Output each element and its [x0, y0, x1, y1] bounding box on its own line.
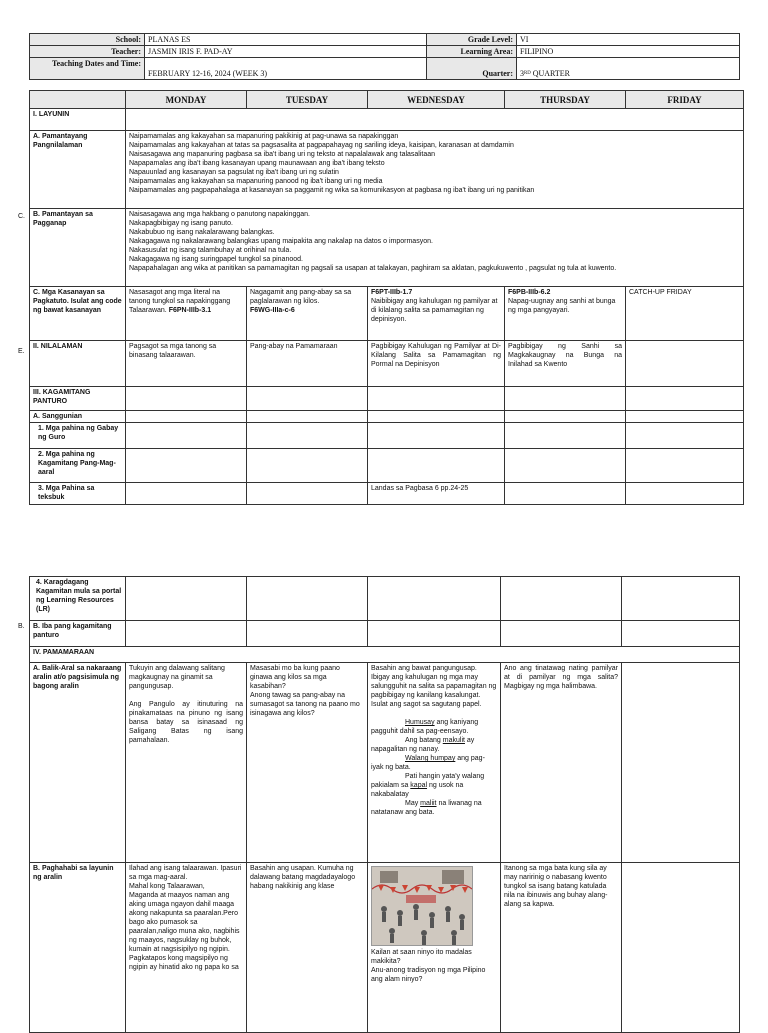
empty-cell: [126, 483, 247, 505]
balik-monday-text-1: Tukuyin ang dalawang salitang magkaugnay na ginamit sa pangungusap.: [129, 665, 225, 690]
balik-wednesday-sentence-2: [371, 736, 497, 754]
festival-illustration-svg: [372, 867, 472, 945]
empty-cell: [368, 449, 505, 483]
balik-wednesday-sentence-1: [371, 718, 497, 736]
pamantayang-line: Naisasagawa ang mapanuring pagbasa sa iba't ibang uri ng teksto at napalalawak ang talasalitaan: [129, 151, 436, 158]
sentence-text: Ang batang: [405, 737, 443, 744]
empty-cell: [505, 387, 626, 411]
kasanayan-tuesday-text: Nagagamit ang pang-abay sa sa paglalarawan ng kilos.: [250, 289, 352, 305]
empty-cell: [368, 621, 501, 647]
festival-illustration-image: [371, 866, 473, 946]
sanggunian-label: A. Sanggunian: [30, 411, 126, 423]
pamantayang-label: A. Pamantayang Pangnilalaman: [30, 131, 126, 209]
pamamaraan-label: IV. PAMAMARAAN: [30, 647, 740, 663]
empty-cell: [247, 387, 368, 411]
empty-cell: [247, 423, 368, 449]
pamantayang-content: [126, 131, 744, 209]
kasanayan-monday-code: F6PN-IIIb-3.1: [168, 307, 212, 314]
balik-monday-text-2: Ang Pangulo ay itinuturing na pinakamataas na pinuno ng isang bansa batay sa isinasaad ng Saligang Batas ng isang pamahalaan.: [129, 701, 243, 744]
balik-thursday: Ano ang tinatawag nating pamilyar at di pamilyar ng mga salita? Magbigay ng mga halimbawa.: [501, 663, 622, 863]
sentence-text: ang pag-iyak ng bata.: [371, 755, 485, 771]
pamantayang-line: Naipamamalas ang kakayahan sa mapanuring pakikinig at pag-unawa sa napakinggan: [129, 133, 399, 140]
teacher-label: Teacher:: [30, 46, 145, 58]
pamantayang-line: Naipamamalas ang pagpapahalaga at kasanayan sa paggamit ng wika sa komunikasyon at pagbasa ng iba't ibang uri ng panitikan: [129, 187, 535, 194]
layunin-label: I. LAYUNIN: [30, 109, 126, 131]
pamantayang-line: Naipamamalas ang kakayahan at tatas sa pagsasalita at pagpapahayag ng sariling ideya, kaisipan, karanasan at damdamin: [129, 142, 514, 149]
empty-cell: [501, 621, 622, 647]
kasanayan-thursday-code: F6PB-IIIb-6.2: [508, 289, 551, 296]
empty-cell: [505, 483, 626, 505]
empty-cell: [505, 423, 626, 449]
empty-cell: [505, 449, 626, 483]
empty-cell: [626, 411, 744, 423]
day-tuesday: TUESDAY: [247, 91, 368, 109]
empty-cell: [626, 483, 744, 505]
empty-cell: [247, 621, 368, 647]
balik-wednesday-sentence-4: [371, 772, 497, 799]
lesson-plan-table-1: [29, 90, 744, 505]
day-monday: MONDAY: [126, 91, 247, 109]
empty-cell: [247, 449, 368, 483]
sentence-text: ng usok na nakabalatay: [371, 782, 464, 798]
empty-cell: [126, 387, 247, 411]
quarter-label: Quarter:: [427, 58, 517, 80]
lesson-plan-table-2: [29, 576, 740, 1033]
grade-value: VI: [517, 34, 740, 46]
teksbuk-label: 3. Mga Pahina sa teksbuk: [30, 483, 126, 505]
empty-cell: [126, 577, 247, 621]
kagamitan-label: III. KAGAMITANG PANTURO: [30, 387, 126, 411]
spacer: [129, 691, 243, 700]
pagganap-line: Napapahalagan ang wika at panitikan sa pamamagitan ng pagsali sa usapan at talakayan, paghiram sa aklatan, pagkukuwento , pagsulat ng tula at kuwento.: [129, 265, 617, 272]
teacher-value: JASMIN IRIS F. PAD-AY: [145, 46, 427, 58]
sentence-text: na liwanag na natatanaw ang bata.: [371, 800, 482, 816]
pagganap-line: Nakagagawa ng isang suringpapel tungkol sa pinanood.: [129, 256, 303, 263]
margin-mark-e: E.: [18, 348, 25, 355]
pagganap-content: [126, 209, 744, 287]
kasanayan-label: C. Mga Kasanayan sa Pagkatuto. Isulat ang code ng bawat kasanayan: [30, 287, 126, 341]
area-label: Learning Area:: [427, 46, 517, 58]
corner-cell: [30, 91, 126, 109]
sentence-text: Pati hangin yata'y walang pakialam sa: [371, 773, 485, 789]
day-thursday: THURSDAY: [505, 91, 626, 109]
header-table: [29, 33, 740, 80]
kasanayan-wednesday-code: F6PT-IIIb-1.7: [371, 289, 413, 296]
grade-label: Grade Level:: [427, 34, 517, 46]
kasanayan-tuesday-code: F6WG-IIIa-c-6: [250, 307, 295, 314]
empty-cell: [626, 423, 744, 449]
school-value: PLANAS ES: [145, 34, 427, 46]
paghahabi-label: B. Paghahabi sa layunin ng aralin: [30, 863, 126, 1033]
pagganap-line: Nakapagbibigay ng isang panuto.: [129, 220, 233, 227]
pagganap-label: B. Pamantayan sa Pagganap: [30, 209, 126, 287]
margin-mark-c: C.: [18, 213, 25, 220]
day-wednesday: WEDNESDAY: [368, 91, 505, 109]
nilalaman-wednesday: Pagbibigay Kahulugan ng Pamilyar at Di-Kilalang Salita sa Pamamagitan ng Pormal na Depinisyon: [368, 341, 505, 387]
paghahabi-tuesday: Basahin ang usapan. Kumuha ng dalawang batang magdadayalogo habang nakikinig ang klase: [247, 863, 368, 1033]
kasanayan-thursday: [505, 287, 626, 341]
iba-label: B. Iba pang kagamitang panturo: [30, 621, 126, 647]
empty-cell: [622, 577, 740, 621]
karagdagang-label: 4. Karagdagang Kagamitan mula sa portal ng Learning Resources (LR): [30, 577, 126, 621]
area-value: FILIPINO: [517, 46, 740, 58]
balik-tuesday: Masasabi mo ba kung paano ginawa ang kilos sa mga kasabihan? Anong tawag sa pang-abay na sumasagot sa tanong na paano mo isinagawa ang kilos?: [247, 663, 368, 863]
empty-cell: [368, 577, 501, 621]
sentence-text: May: [405, 800, 421, 807]
kasanayan-monday-text: Nasasagot ang mga literal na tanong tungkol sa napakinggang Talaarawan.: [129, 289, 231, 314]
empty-cell: [626, 387, 744, 411]
nilalaman-friday: [626, 341, 744, 387]
school-label: School:: [30, 34, 145, 46]
kasanayan-wednesday: [368, 287, 505, 341]
balik-wednesday: [368, 663, 501, 863]
pagganap-line: Naisasagawa ang mga hakbang o panutong napakinggan.: [129, 211, 310, 218]
gabay-label: 1. Mga pahina ng Gabay ng Guro: [30, 423, 126, 449]
kasanayan-thursday-text: Napag-uugnay ang sanhi at bunga ng mga pangyayari.: [508, 298, 616, 314]
empty-cell: [126, 621, 247, 647]
underlined-word: Walang humpay: [405, 755, 456, 762]
empty-cell: [126, 449, 247, 483]
balik-wednesday-sentence-5: [371, 799, 497, 817]
nilalaman-tuesday: Pang-abay na Pamamaraan: [247, 341, 368, 387]
balik-label: A. Balik-Aral sa nakaraang aralin at/o pagsisimula ng bagong aralin: [30, 663, 126, 863]
pamantayang-line: Napauunlad ang kasanayan sa pagsulat ng iba't ibang uri ng sulatin: [129, 169, 339, 176]
pagganap-line: Nakabubuo ng isang nakalarawang balangkas.: [129, 229, 275, 236]
pamantayang-line: Naipamamalas ang kakayahan sa mapanuring panood ng iba't ibang uri ng media: [129, 178, 383, 185]
empty-cell: [247, 483, 368, 505]
balik-wednesday-sentence-3: [371, 754, 497, 772]
sentence-text: ang kaniyang pagguhit dahil sa pag-eensayo.: [371, 719, 479, 735]
kagamitan-mag-label: 2. Mga pahina ng Kagamitang Pang-Mag-aaral: [30, 449, 126, 483]
margin-mark-b: B.: [18, 623, 25, 630]
nilalaman-label: II. NILALAMAN: [30, 341, 126, 387]
empty-cell: [126, 411, 247, 423]
kasanayan-tuesday: [247, 287, 368, 341]
paghahabi-wednesday-text: Kailan at saan ninyo ito madalas makikita? Anu-anong tradisyon ng mga Pilipino ang alam ninyo?: [371, 949, 486, 983]
day-friday: FRIDAY: [626, 91, 744, 109]
pamantayang-line: Napapamalas ang iba't ibang kasanayan upang maunawaan ang iba't ibang teksto: [129, 160, 385, 167]
underlined-word: kapal: [410, 782, 428, 789]
pagganap-line: Nakasusulat ng isang talambuhay at orihinal na tula.: [129, 247, 292, 254]
underlined-word: makulit: [442, 737, 465, 744]
empty-cell: [126, 423, 247, 449]
dates-value: FEBRUARY 12-16, 2024 (WEEK 3): [145, 58, 427, 80]
kasanayan-friday: CATCH-UP FRIDAY: [626, 287, 744, 341]
empty-cell: [247, 411, 368, 423]
empty-cell: [368, 411, 505, 423]
paghahabi-thursday: Itanong sa mga bata kung sila ay may naririnig o nabasang kwento tungkol sa isang batang katulada nila na ibinuwis ang buhay alang-alang sa kapwa.: [501, 863, 622, 1033]
empty-cell: [368, 423, 505, 449]
empty-cell: [505, 411, 626, 423]
spacer: [371, 709, 497, 718]
empty-cell: [622, 621, 740, 647]
nilalaman-monday: Pagsagot sa mga tanong sa binasang talaarawan.: [126, 341, 247, 387]
sentence-text: ay napagalitan ng nanay.: [371, 737, 475, 753]
pagganap-line: Nakagagawa ng nakalarawang balangkas upang maipakita ang nakalap na datos o impormasyon.: [129, 238, 433, 245]
empty-cell: [501, 577, 622, 621]
nilalaman-thursday: Pagbibigay ng Sanhi sa Magkakaugnay na Bunga na Inilahad sa Kwento: [505, 341, 626, 387]
paghahabi-wednesday: [368, 863, 501, 1033]
teksbuk-wednesday: Landas sa Pagbasa 6 pp.24-25: [368, 483, 505, 505]
dates-label: Teaching Dates and Time:: [30, 58, 145, 80]
empty-cell: [622, 863, 740, 1033]
underlined-word: Humusay: [405, 719, 435, 726]
empty-cell: [247, 577, 368, 621]
kasanayan-monday: [126, 287, 247, 341]
balik-monday: [126, 663, 247, 863]
paghahabi-monday: Ilahad ang isang talaarawan. Ipasuri sa mga mag-aaral. Mahal kong Talaarawan, Maganda at maayos naman ang aking umaga ngayon dahil maaga akong nakapunta sa paaralan.Pero bago ako pumasok sa paaralan,naligo muna ako, nagbihis ng maayos, nagsuklay ng buhok, kumain at nagsisipilyo ng ngipin. Pagkatapos kong magsipilyo ng ngipin ay hinatid ako ng papa ko sa: [126, 863, 247, 1033]
underlined-word: maliit: [420, 800, 437, 807]
empty-cell: [626, 449, 744, 483]
empty-cell: [368, 387, 505, 411]
balik-wednesday-intro: Basahin ang bawat pangungusap. Ibigay ang kahulugan ng mga may salungguhit na salita sa papamagitan ng pagbibigay ng kanilang kasalungat. Isulat ang sagot sa sagutang papel.: [371, 665, 497, 708]
layunin-content: [126, 109, 744, 131]
empty-cell: [622, 663, 740, 863]
kasanayan-wednesday-text: Naibibigay ang kahulugan ng pamilyar at di kilalang salita sa pamamagitan ng depinisyon.: [371, 298, 498, 323]
quarter-value: 3ᴿᴰ QUARTER: [517, 58, 740, 80]
